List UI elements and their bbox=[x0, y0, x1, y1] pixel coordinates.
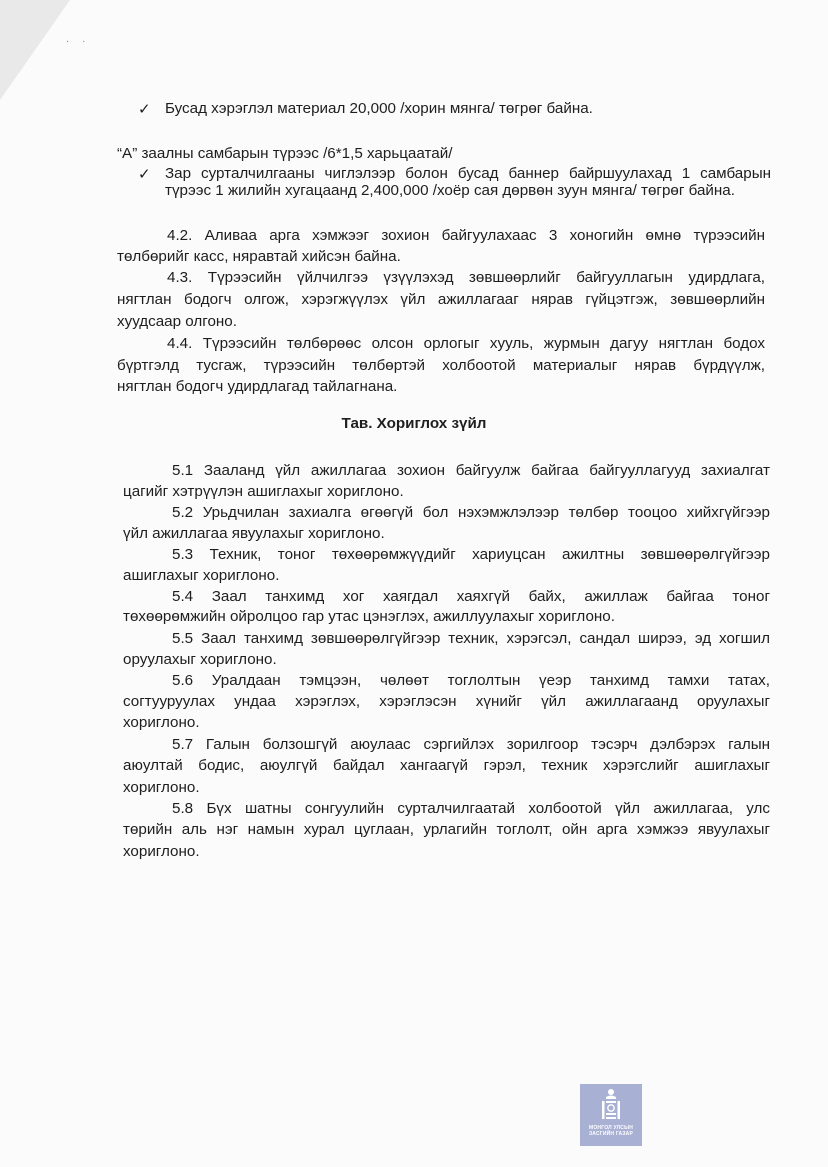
clause-5-6-cont: хориглоно. bbox=[123, 714, 200, 731]
clause-5-8: 5.8 Бүх шатны сонгуулийн сурталчилгаатай холбоотой үйл ажиллагаа, улс bbox=[172, 800, 770, 817]
clause-5-2: 5.2 Урьдчилан захиалга өгөөгүй бол нэхэмжлэлээр төлбөр тооцоо хийхгүйгээр bbox=[172, 504, 770, 521]
clause-5-6-cont: согтууруулах ундаа хэрэглэх, хэрэглэсэн хүнийг үйл ажиллагаанд оруулахыг bbox=[123, 693, 770, 710]
section-heading-a: “А” заалны самбарын түрээс /6*1,5 харьцаатай/ bbox=[117, 145, 453, 162]
soyombo-emblem-icon bbox=[597, 1088, 625, 1124]
clause-4-2: 4.2. Аливаа арга хэмжээг зохион байгуулахаас 3 хоногийн өмнө түрээсийн bbox=[167, 227, 765, 244]
clause-5-7: 5.7 Галын болзошгүй аюулаас сэргийлэх зорилгоор тэсэрч дэлбэрэх галын bbox=[172, 736, 770, 753]
clause-5-1: 5.1 Зааланд үйл ажиллагаа зохион байгуулж байгаа байгууллагууд захиалгат bbox=[172, 462, 770, 479]
section-heading-5: Тав. Хориглох зүйл bbox=[341, 415, 487, 432]
government-seal bbox=[580, 1084, 642, 1146]
clause-5-3: 5.3 Техник, тоног төхөөрөмжүүдийг хариуцсан ажилтны зөвшөөрөлгүйгээр bbox=[172, 546, 770, 563]
seal-caption-line1: МОНГОЛ УЛСЫН bbox=[588, 1125, 634, 1131]
clause-5-5-cont: оруулахыг хориглоно. bbox=[123, 651, 277, 668]
clause-5-7-cont: аюултай бодис, аюулгүй байдал хангаагүй гэрэл, техник хэрэгслийг ашиглахыг bbox=[123, 757, 770, 774]
clause-5-8-cont: хориглоно. bbox=[123, 843, 200, 860]
clause-4-2-cont: төлбөрийг касс, няравтай хийсэн байна. bbox=[117, 248, 401, 265]
scan-specks: · · bbox=[66, 36, 91, 47]
checkmark-icon: ✓ bbox=[138, 100, 151, 118]
clause-4-3-cont: хуудсаар олгоно. bbox=[117, 313, 237, 330]
bullet-text: Зар сурталчилгааны чиглэлээр болон бусад баннер байршуулахад 1 самбарын bbox=[165, 165, 771, 182]
clause-5-3-cont: ашиглахыг хориглоно. bbox=[123, 567, 280, 584]
seal-caption-line2: ЗАСГИЙН ГАЗАР bbox=[588, 1131, 634, 1137]
page-corner-fold bbox=[0, 0, 70, 100]
clause-5-4-cont: төхөөрөмжийн ойролцоо гар утас цэнэглэх, ажиллуулахыг хориглоно. bbox=[123, 608, 615, 625]
bullet-text: түрээс 1 жилийн хугацаанд 2,400,000 /хоёр сая дөрвөн зуун мянга/ төгрөг байна. bbox=[165, 182, 735, 199]
clause-4-4-cont: бүртгэлд тусгаж, түрээсийн төлбөртэй холбоотой материалыг нярав бүрдүүлж, bbox=[117, 357, 765, 374]
clause-5-2-cont: үйл ажиллагаа явуулахыг хориглоно. bbox=[123, 525, 385, 542]
clause-5-8-cont: төрийн аль нэг намын хурал цуглаан, урлагийн тоглолт, ойн арга хэмжээ явуулахыг bbox=[123, 821, 770, 838]
clause-5-5: 5.5 Заал танхимд зөвшөөрөлгүйгээр техник, хэрэгсэл, сандал ширээ, эд хогшил bbox=[172, 630, 770, 647]
clause-4-4-cont: нягтлан бодогч удирдлагад тайлагнана. bbox=[117, 378, 398, 395]
clause-4-3-cont: нягтлан бодогч олгож, хэрэгжүүлэх үйл ажиллагааг нярав гүйцэтгэж, зөвшөөрлийн bbox=[117, 291, 765, 308]
clause-5-7-cont: хориглоно. bbox=[123, 779, 200, 796]
clause-5-6: 5.6 Уралдаан тэмцээн, чөлөөт тоглолтын үеэр танхимд тамхи татах, bbox=[172, 672, 770, 689]
clause-5-1-cont: цагийг хэтрүүлэн ашиглахыг хориглоно. bbox=[123, 483, 404, 500]
clause-4-4: 4.4. Түрээсийн төлбөрөөс олсон орлогыг хууль, журмын дагуу нягтлан бодох bbox=[167, 335, 765, 352]
bullet-text: Бусад хэрэглэл материал 20,000 /хорин мянга/ төгрөг байна. bbox=[165, 100, 593, 117]
clause-5-4: 5.4 Заал танхимд хог хаягдал хаяхгүй байх, ажиллаж байгаа тоног bbox=[172, 588, 770, 605]
checkmark-icon: ✓ bbox=[138, 165, 151, 183]
clause-4-3: 4.3. Түрээсийн үйлчилгээ үзүүлэхэд зөвшөөрлийг байгууллагын удирдлага, bbox=[167, 269, 765, 286]
